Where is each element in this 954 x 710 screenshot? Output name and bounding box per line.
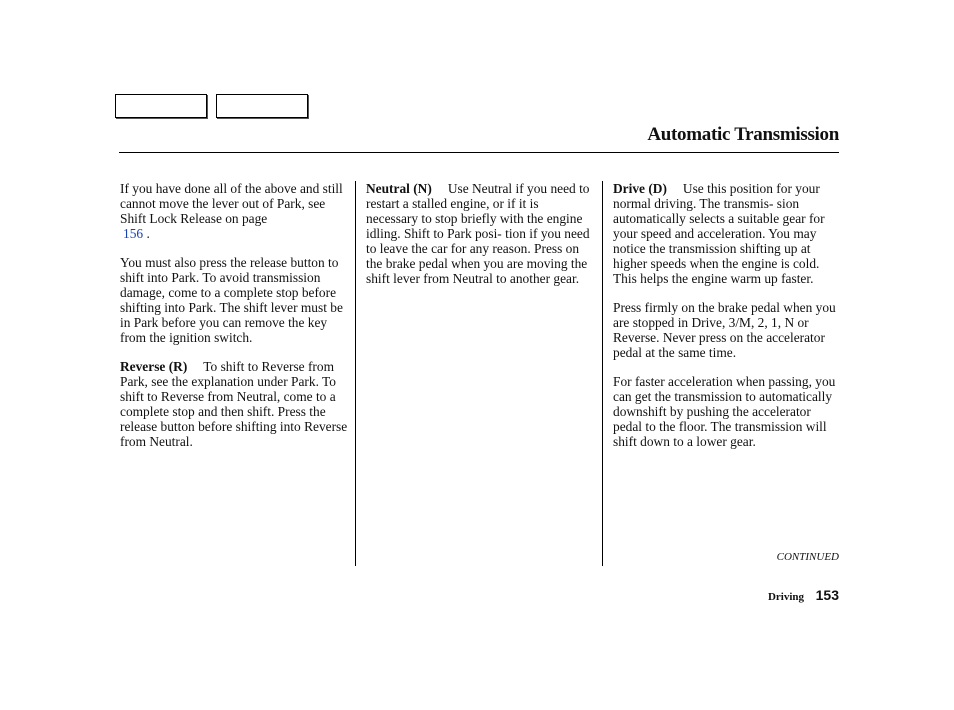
paragraph-text: To shift to Reverse from Park, see the explanation under Park. To shift to Reverse from Neutral, come to a complete stop and then shift. Press the release button before shifting into Reverse from Neutral. — [120, 359, 348, 449]
paragraph-neutral — [366, 181, 592, 286]
title-rule — [119, 152, 839, 153]
paragraph-text: Use Neutral if you need to restart a stalled engine, or if it is necessary to stop briefly with the engine idling. Shift to Park posi- tion if you need to leave the car for any reason. Press on the brake pedal when you are moving the shift lever from Neutral to another gear. — [366, 181, 590, 286]
paragraph-text: Use this position for your normal driving. The transmis- sion automatically selects a suitable gear for your speed and acceleration. You may notice the transmission shifting up at higher speeds when the engine is cold. This helps the engine warm up faster. — [613, 181, 825, 286]
heading-reverse: Reverse (R) — [120, 359, 188, 374]
column-divider-1 — [355, 181, 356, 566]
page-link-156[interactable]: 156 — [123, 226, 144, 241]
paragraph-reverse — [120, 359, 348, 449]
nav-button-2[interactable] — [216, 94, 308, 118]
paragraph-release-button: You must also press the release button to shift into Park. To avoid transmission damage, come to a complete stop before shifting into Park. The shift lever must be in Park before you can remove the key from the ignition switch. — [120, 255, 343, 345]
page-title: Automatic Transmission — [647, 124, 839, 145]
paragraph-acceleration: For faster acceleration when passing, you can get the transmission to automatically downshift by pushing the accelerator pedal to the floor. The transmission will shift down to a lower gear. — [613, 374, 836, 449]
paragraph-drive — [613, 181, 841, 286]
heading-drive: Drive (D) — [613, 181, 667, 196]
column-1 — [120, 181, 348, 463]
continued-label: CONTINUED — [776, 551, 839, 563]
paragraph-text: If you have done all of the above and still cannot move the lever out of Park, see Shift Lock Release on page — [120, 181, 343, 226]
footer-section-label: Driving — [767, 591, 804, 603]
column-divider-2 — [602, 181, 603, 566]
column-2 — [366, 181, 592, 300]
column-3 — [613, 181, 841, 463]
paragraph-brake-pedal: Press firmly on the brake pedal when you are stopped in Drive, 3/M, 2, 1, N or Reverse. Never press on the accelerator pedal at the same time. — [613, 300, 836, 360]
paragraph-end: . — [146, 226, 150, 241]
paragraph-shift-lock — [120, 181, 348, 241]
nav-button-1[interactable] — [115, 94, 207, 118]
heading-neutral: Neutral (N) — [366, 181, 432, 196]
page-number: 153 — [815, 587, 839, 603]
